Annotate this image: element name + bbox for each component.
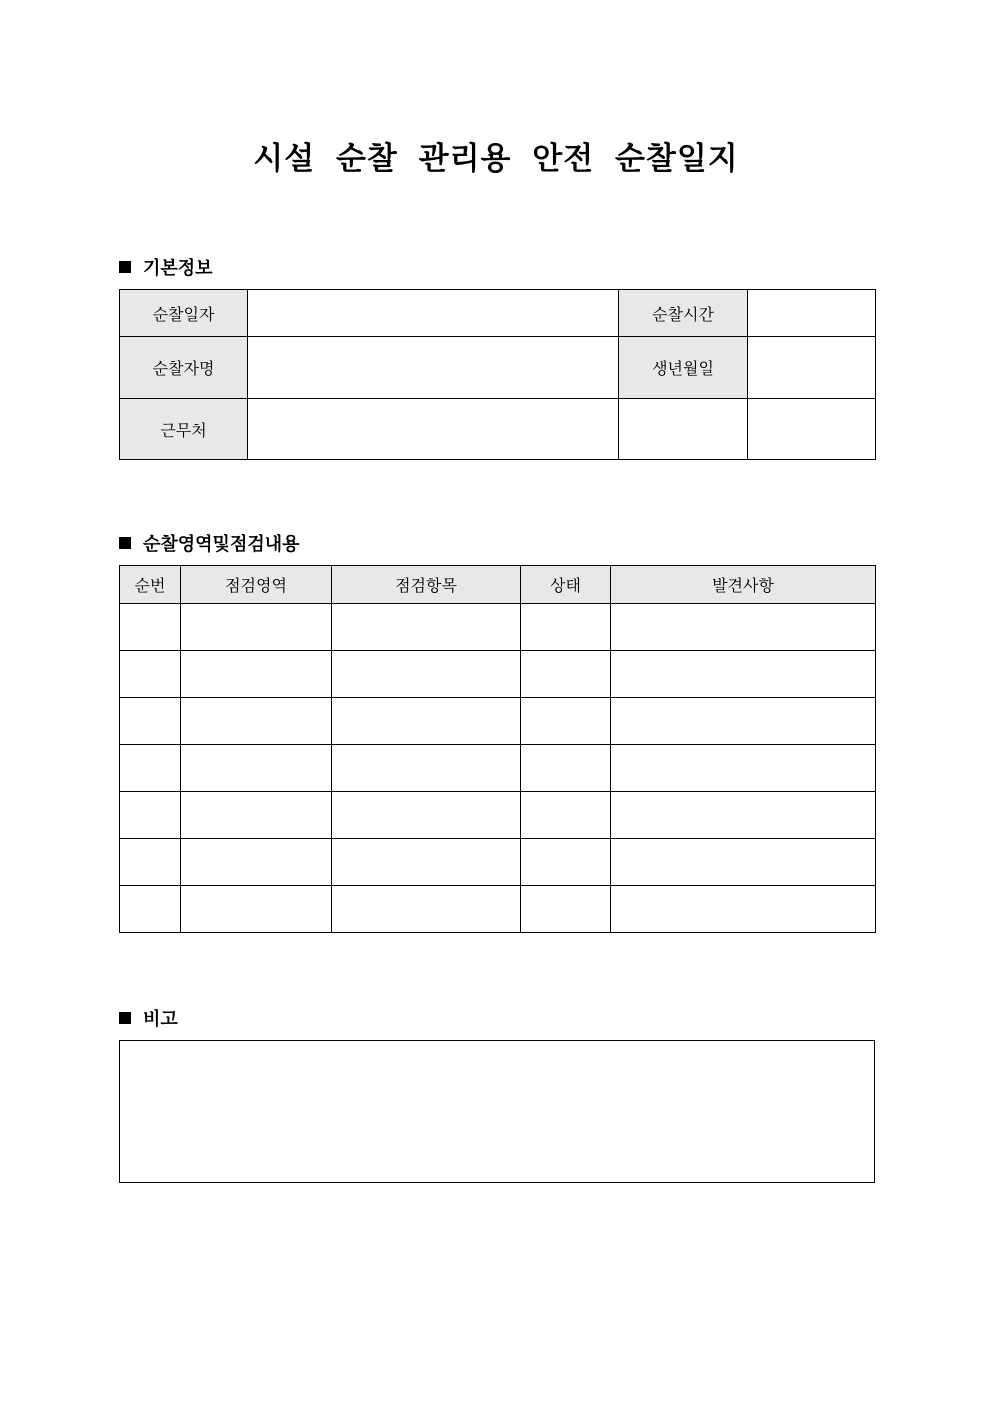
table-row: [120, 698, 876, 745]
workplace-label: 근무처: [120, 399, 248, 460]
area-cell[interactable]: [181, 886, 332, 933]
inspection-heading: [119, 530, 300, 556]
blank-cell[interactable]: [619, 399, 748, 460]
status-cell[interactable]: [521, 745, 611, 792]
item-cell[interactable]: [332, 604, 521, 651]
table-row: [120, 886, 876, 933]
table-header-row: [120, 566, 876, 604]
table-row: [120, 839, 876, 886]
number-cell[interactable]: [120, 792, 181, 839]
status-cell[interactable]: [521, 651, 611, 698]
table-row: [120, 745, 876, 792]
table-row: [120, 792, 876, 839]
findings-cell[interactable]: [611, 651, 876, 698]
number-cell[interactable]: [120, 651, 181, 698]
patrol-time-field[interactable]: [748, 290, 876, 337]
column-header-findings: 발견사항: [611, 566, 876, 604]
remarks-field[interactable]: [119, 1040, 875, 1183]
status-cell[interactable]: [521, 839, 611, 886]
column-header-area: 점검영역: [181, 566, 332, 604]
square-bullet-icon: [119, 261, 131, 273]
basic-info-heading: [119, 254, 213, 280]
inspection-heading-label: 순찰영역및점검내용: [143, 534, 300, 555]
status-cell[interactable]: [521, 604, 611, 651]
area-cell[interactable]: [181, 839, 332, 886]
square-bullet-icon: [119, 537, 131, 549]
blank-cell[interactable]: [748, 399, 876, 460]
item-cell[interactable]: [332, 839, 521, 886]
remarks-heading: [119, 1005, 178, 1031]
findings-cell[interactable]: [611, 604, 876, 651]
table-row: [120, 604, 876, 651]
patrol-date-field[interactable]: [248, 290, 619, 337]
area-cell[interactable]: [181, 651, 332, 698]
patroller-name-label: 순찰자명: [120, 337, 248, 399]
findings-cell[interactable]: [611, 839, 876, 886]
status-cell[interactable]: [521, 792, 611, 839]
inspection-table: [119, 565, 876, 933]
item-cell[interactable]: [332, 745, 521, 792]
findings-cell[interactable]: [611, 886, 876, 933]
findings-cell[interactable]: [611, 698, 876, 745]
column-header-number: 순번: [120, 566, 181, 604]
findings-cell[interactable]: [611, 745, 876, 792]
number-cell[interactable]: [120, 604, 181, 651]
column-header-item: 점검항목: [332, 566, 521, 604]
workplace-field[interactable]: [248, 399, 619, 460]
column-header-status: 상태: [521, 566, 611, 604]
number-cell[interactable]: [120, 886, 181, 933]
number-cell[interactable]: [120, 745, 181, 792]
status-cell[interactable]: [521, 886, 611, 933]
birth-date-field[interactable]: [748, 337, 876, 399]
item-cell[interactable]: [332, 698, 521, 745]
item-cell[interactable]: [332, 792, 521, 839]
basic-info-table: [119, 289, 876, 460]
square-bullet-icon: [119, 1012, 131, 1024]
area-cell[interactable]: [181, 698, 332, 745]
item-cell[interactable]: [332, 886, 521, 933]
table-row: [120, 290, 876, 337]
birth-date-label: 생년월일: [619, 337, 748, 399]
patrol-date-label: 순찰일자: [120, 290, 248, 337]
findings-cell[interactable]: [611, 792, 876, 839]
basic-info-heading-label: 기본정보: [143, 258, 213, 279]
area-cell[interactable]: [181, 745, 332, 792]
table-row: [120, 399, 876, 460]
table-row: [120, 337, 876, 399]
patroller-name-field[interactable]: [248, 337, 619, 399]
item-cell[interactable]: [332, 651, 521, 698]
number-cell[interactable]: [120, 698, 181, 745]
status-cell[interactable]: [521, 698, 611, 745]
table-row: [120, 651, 876, 698]
patrol-time-label: 순찰시간: [619, 290, 748, 337]
area-cell[interactable]: [181, 792, 332, 839]
number-cell[interactable]: [120, 839, 181, 886]
document-title: 시설 순찰 관리용 안전 순찰일지: [253, 141, 739, 177]
remarks-heading-label: 비고: [143, 1009, 178, 1030]
area-cell[interactable]: [181, 604, 332, 651]
